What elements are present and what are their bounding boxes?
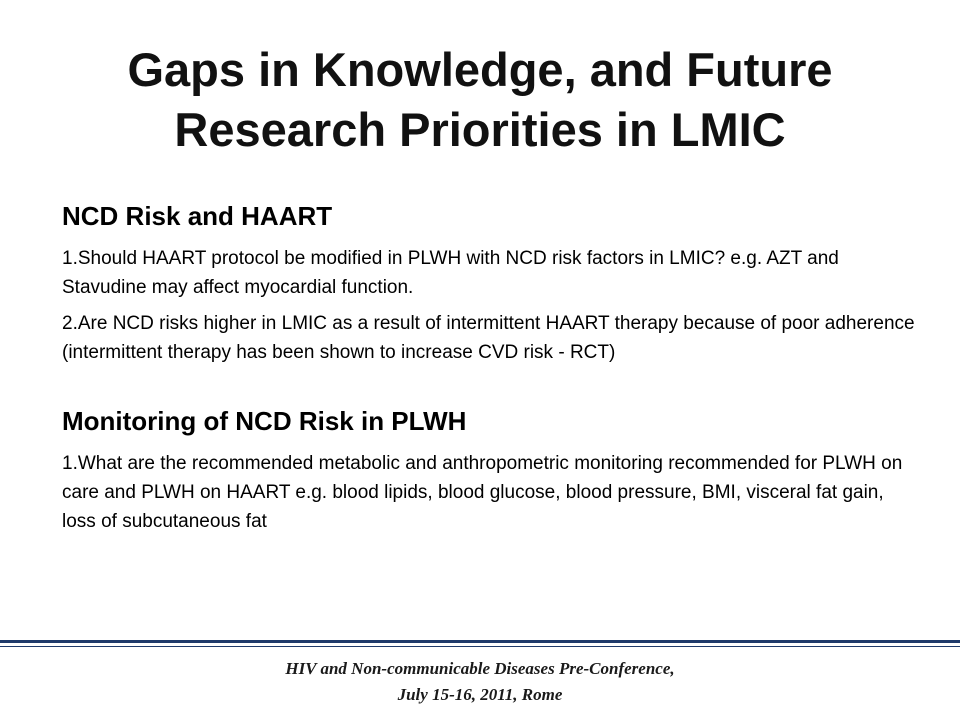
section-heading: Monitoring of NCD Risk in PLWH <box>62 406 467 436</box>
list-item: 2.Are NCD risks higher in LMIC as a result of intermittent HAART therapy because of poor adherence (intermittent therapy has been shown to increase CVD risk - RCT) <box>62 313 915 363</box>
footer <box>0 656 960 708</box>
footer-divider-thin <box>0 646 960 647</box>
slide-title-line-2: Research Priorities in LMIC <box>174 103 786 156</box>
list-item: 1.What are the recommended metabolic and anthropometric monitoring recommended for PLWH on care and PLWH on HAART e.g. blood lipids, blood glucose, blood pressure, BMI, visceral fat gain, loss of subcutaneous fat <box>62 453 903 532</box>
section-monitoring-ncd-risk <box>62 405 922 536</box>
list-item: 1.Should HAART protocol be modified in PLWH with NCD risk factors in LMIC? e.g. AZT and Stavudine may affect myocardial function. <box>62 248 839 298</box>
section-heading: NCD Risk and HAART <box>62 201 333 231</box>
footer-conference-name: HIV and Non-communicable Diseases Pre-Conference, <box>285 659 675 678</box>
slide-title-line-1: Gaps in Knowledge, and Future <box>127 43 833 96</box>
slide-title <box>40 40 920 160</box>
footer-conference-date: July 15-16, 2011, Rome <box>397 685 563 704</box>
slide-body <box>62 200 922 543</box>
footer-divider <box>0 640 960 643</box>
section-ncd-risk-haart <box>62 200 922 367</box>
